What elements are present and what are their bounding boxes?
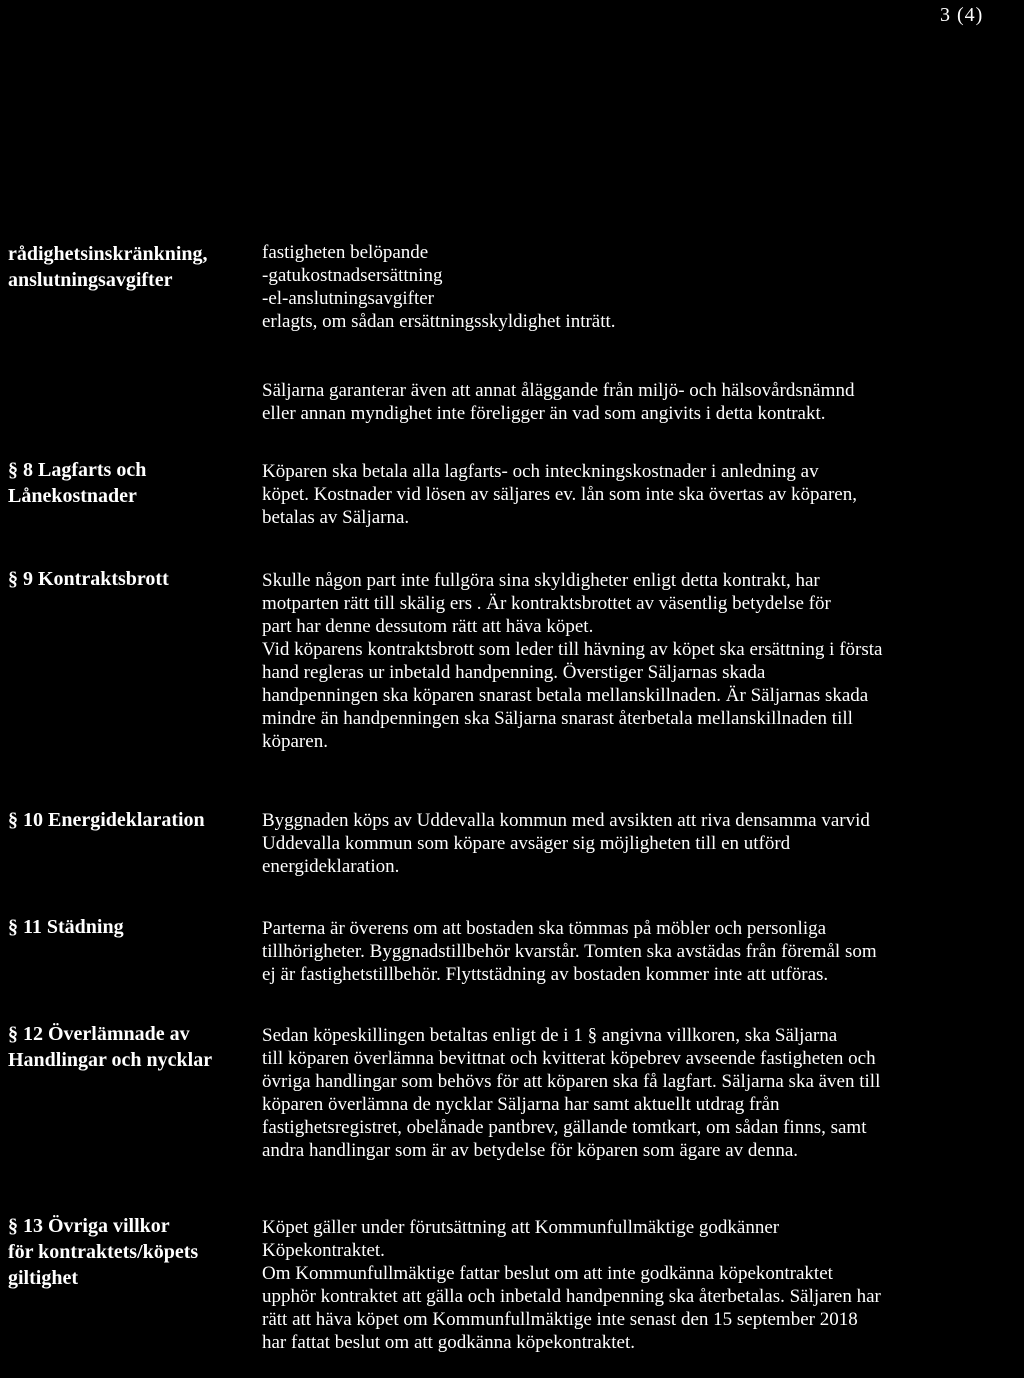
body-line: part har denne dessutom rätt att häva köpet. (262, 616, 594, 637)
body-line: handpenningen ska köparen snarast betala mellanskillnaden. Är Säljarnas skada (262, 685, 869, 706)
section-heading (8, 457, 258, 509)
heading-line: § 8 Lagfarts och (8, 459, 147, 481)
heading-line: § 12 Överlämnade av (8, 1023, 190, 1045)
body-line: rätt att häva köpet om Kommunfullmäktige inte senast den 15 september 2018 (262, 1309, 858, 1330)
body-line: Byggnaden köps av Uddevalla kommun med avsikten att riva densamma varvid (262, 810, 870, 831)
body-line: fastigheten belöpande (262, 242, 429, 263)
body-line: Skulle någon part inte fullgöra sina skyldigheter enligt detta kontrakt, har (262, 570, 820, 591)
body-line: Köpet gäller under förutsättning att Kommunfullmäktige godkänner (262, 1217, 780, 1238)
body-line: Köpekontraktet. (262, 1240, 385, 1261)
body-line: tillhörigheter. Byggnadstillbehör kvarstår. Tomten ska avstädas från föremål som (262, 941, 877, 962)
section-body (262, 1024, 1022, 1162)
body-line: -el-anslutningsavgifter (262, 288, 435, 309)
body-line: motparten rätt till skälig ers . Är kontraktsbrottet av väsentlig betydelse för (262, 593, 831, 614)
heading-line: anslutningsavgifter (8, 269, 173, 291)
heading-line: rådighetsinskränkning, (8, 243, 208, 265)
section-body (262, 1216, 1022, 1354)
body-line: köparen överlämna de nycklar Säljarna har samt aktuellt utdrag från (262, 1094, 780, 1115)
section-heading (8, 1213, 258, 1291)
body-line: erlagts, om sådan ersättningsskyldighet inträtt. (262, 311, 616, 332)
heading-line: Lånekostnader (8, 485, 137, 507)
body-line: andra handlingar som är av betydelse för köparen som ägare av denna. (262, 1140, 799, 1161)
section-body (262, 460, 1022, 529)
heading-line: § 10 Energideklaration (8, 809, 205, 831)
section-heading (8, 566, 258, 592)
heading-line: § 9 Kontraktsbrott (8, 568, 169, 590)
body-line: energideklaration. (262, 856, 400, 877)
body-line: upphör kontraktet att gälla och inbetald handpenning ska återbetalas. Säljaren har (262, 1286, 881, 1307)
body-line: har fattat beslut om att godkänna köpekontraktet. (262, 1332, 636, 1353)
body-line: mindre än handpenningen ska Säljarna snarast återbetala mellanskillnaden till (262, 708, 853, 729)
section-body (262, 241, 1022, 333)
heading-line: för kontraktets/köpets (8, 1241, 199, 1263)
body-line: hand regleras ur inbetald handpenning. Överstiger Säljarnas skada (262, 662, 766, 683)
section-body (262, 917, 1022, 986)
body-line: eller annan myndighet inte föreligger än vad som angivits i detta kontrakt. (262, 403, 826, 424)
section-heading (8, 807, 258, 833)
body-line: -gatukostnadsersättning (262, 265, 443, 286)
heading-line: § 11 Städning (8, 916, 124, 938)
body-line: ej är fastighetstillbehör. Flyttstädning av bostaden kommer inte att utföras. (262, 964, 829, 985)
body-line: Sedan köpeskillingen betaltas enligt de i 1 § angivna villkoren, ska Säljarna (262, 1025, 838, 1046)
section-heading (8, 241, 258, 293)
body-line: betalas av Säljarna. (262, 507, 410, 528)
section-body (262, 569, 1022, 753)
section-body (262, 379, 1022, 425)
body-line: köpet. Kostnader vid lösen av säljares ev. lån som inte ska övertas av köparen, (262, 484, 857, 505)
heading-line: Handlingar och nycklar (8, 1049, 213, 1071)
section-body (262, 809, 1022, 878)
section-heading (8, 914, 258, 940)
body-line: Vid köparens kontraktsbrott som leder till hävning av köpet ska ersättning i första (262, 639, 883, 660)
body-line: Om Kommunfullmäktige fattar beslut om att inte godkänna köpekontraktet (262, 1263, 833, 1284)
body-line: övriga handlingar som behövs för att köparen ska få lagfart. Säljarna ska även till (262, 1071, 881, 1092)
heading-line: § 13 Övriga villkor (8, 1215, 170, 1237)
heading-line: giltighet (8, 1267, 78, 1289)
body-line: till köparen överlämna bevittnat och kvitterat köpebrev avseende fastigheten och (262, 1048, 876, 1069)
body-line: Säljarna garanterar även att annat åläggande från miljö- och hälsovårdsnämnd (262, 380, 855, 401)
body-line: Köparen ska betala alla lagfarts- och inteckningskostnader i anledning av (262, 461, 819, 482)
page-number: 3 (4) (940, 4, 984, 26)
body-line: Parterna är överens om att bostaden ska tömmas på möbler och personliga (262, 918, 827, 939)
body-line: fastighetsregistret, obelånade pantbrev, gällande tomtkart, om sådan finns, samt (262, 1117, 867, 1138)
section-heading (8, 1021, 258, 1073)
body-line: Uddevalla kommun som köpare avsäger sig möjligheten till en utförd (262, 833, 791, 854)
body-line: köparen. (262, 731, 328, 752)
